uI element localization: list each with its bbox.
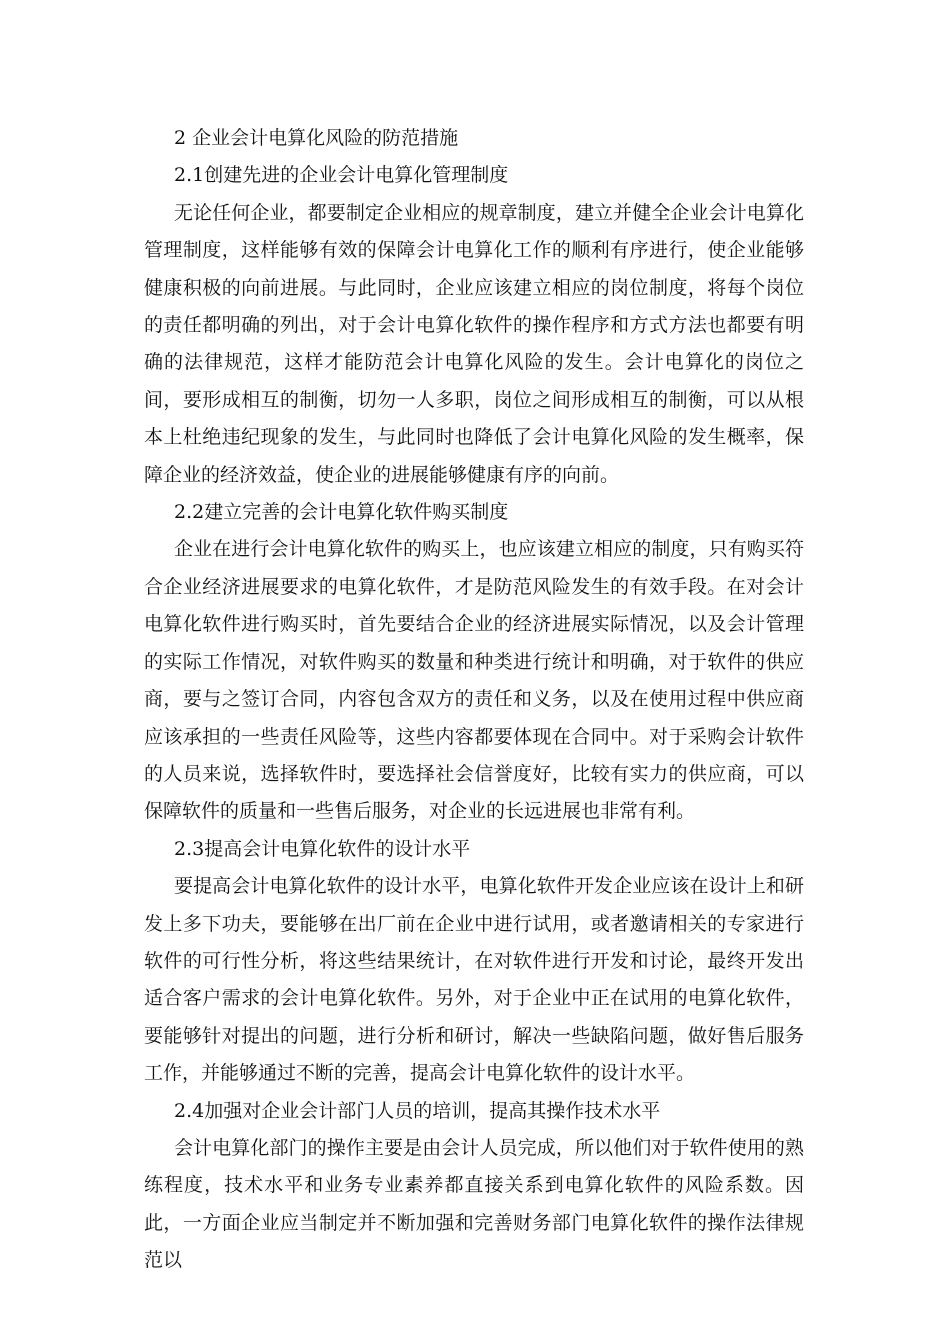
section-heading-2-3: 2.3提高会计电算化软件的设计水平: [174, 837, 471, 860]
paragraph-2-4: 会计电算化部门的操作主要是由会计人员完成，所以他们对于软件使用的熟练程度，技术水平和业务专业素养都直接关系到电算化软件的风险系数。因此，一方面企业应当制定并不断加强和完善财务部门电算化软件的操作法律规范以: [144, 1136, 804, 1272]
section-heading-2-4: 2.4加强对企业会计部门人员的培训，提高其操作技术水平: [174, 1099, 661, 1122]
section-heading-2: 2 企业会计电算化风险的防范措施: [174, 127, 459, 149]
section-heading-2-1: 2.1创建先进的企业会计电算化管理制度: [174, 164, 509, 187]
document-body: [144, 120, 804, 1280]
paragraph-2-2: 企业在进行会计电算化软件的购买上，也应该建立相应的制度，只有购买符合企业经济进展要求的电算化软件，才是防范风险发生的有效手段。在对会计电算化软件进行购买时，首先要结合企业的经济进展实际情况，以及会计管理的实际工作情况，对软件购买的数量和种类进行统计和明确，对于软件的供应商，要与之签订合同，内容包含双方的责任和义务，以及在使用过程中供应商应该承担的一些责任风险等，这些内容都要体现在合同中。对于采购会计软件的人员来说，选择软件时，要选择社会信誉度好，比较有实力的供应商，可以保障软件的质量和一些售后服务，对企业的长远进展也非常有利。: [144, 538, 804, 823]
section-heading-2-2: 2.2建立完善的会计电算化软件购买制度: [174, 501, 509, 524]
paragraph-2-1: 无论任何企业，都要制定企业相应的规章制度，建立并健全企业会计电算化管理制度，这样能够有效的保障会计电算化工作的顺利有序进行，使企业能够健康积极的向前进展。与此同时，企业应该建立相应的岗位制度，将每个岗位的责任都明确的列出，对于会计电算化软件的操作程序和方式方法也都要有明确的法律规范，这样才能防范会计电算化风险的发生。会计电算化的岗位之间，要形成相互的制衡，切勿一人多职，岗位之间形成相互的制衡，可以从根本上杜绝违纪现象的发生，与此同时也降低了会计电算化风险的发生概率，保障企业的经济效益，使企业的进展能够健康有序的向前。: [144, 201, 804, 486]
paragraph-2-3: 要提高会计电算化软件的设计水平，电算化软件开发企业应该在设计上和研发上多下功夫，要能够在出厂前在企业中进行试用，或者邀请相关的专家进行软件的可行性分析，将这些结果统计，在对软件进行开发和讨论，最终开发出适合客户需求的会计电算化软件。另外，对于企业中正在试用的电算化软件，要能够针对提出的问题，进行分析和研讨，解决一些缺陷问题，做好售后服务工作，并能够通过不断的完善，提高会计电算化软件的设计水平。: [144, 875, 804, 1085]
